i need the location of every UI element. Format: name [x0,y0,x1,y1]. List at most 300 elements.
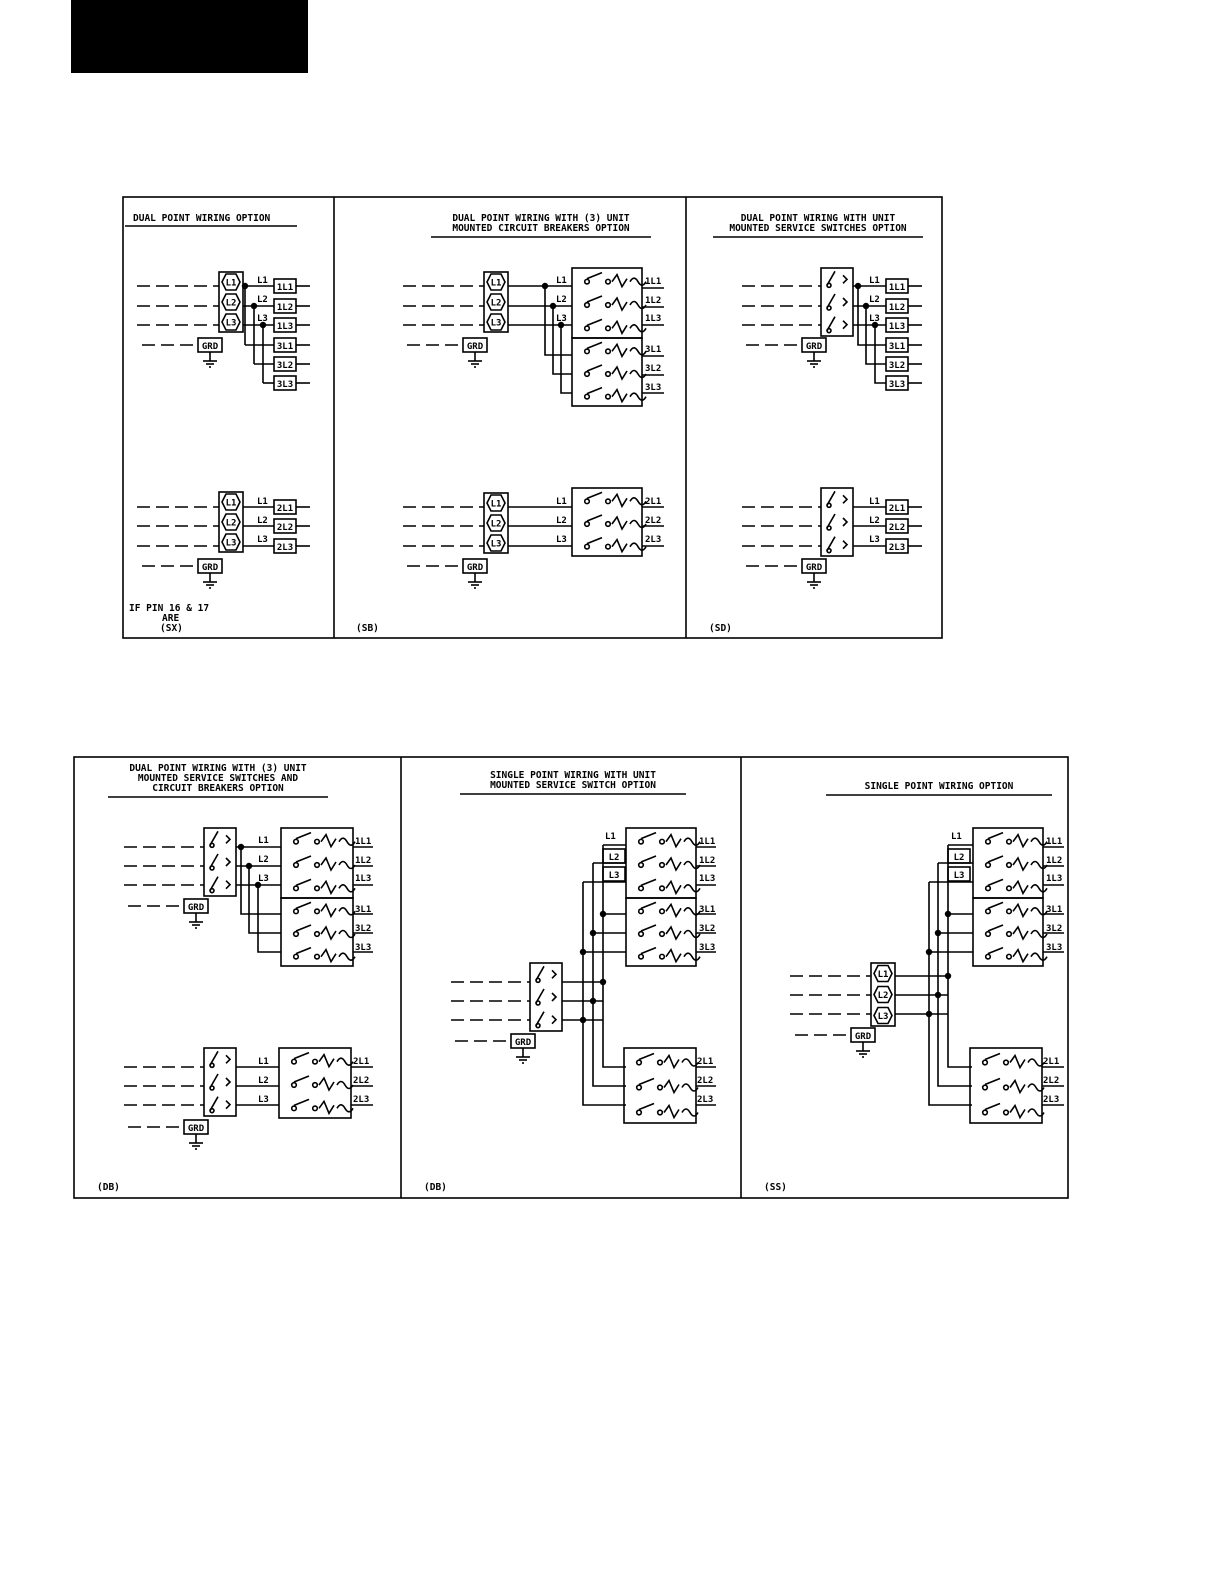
output-label: 2L2 [353,1076,370,1086]
breaker-magnetic [630,393,646,400]
switch-contact [827,526,831,530]
switch-contact [536,1024,540,1028]
switch-contact [226,1101,230,1109]
switch-contact [552,993,556,1001]
breaker-contact [658,1085,663,1090]
terminal-label: L2 [225,518,237,529]
breaker-thermal [321,835,336,847]
ground-label: GRD [201,342,219,352]
line-label: L3 [869,314,880,324]
switch-contact [843,518,847,526]
breaker-contact [606,394,611,399]
breaker-contact [660,954,665,959]
breaker-contact [606,349,611,354]
breaker-thermal [612,367,627,379]
breaker-contact [315,839,320,844]
breaker-contact [606,326,611,331]
switch-contact [552,1016,556,1024]
line-label: L1 [869,497,880,507]
terminal-label: L2 [490,298,502,309]
breaker-blade [296,856,311,862]
service-switch [204,828,236,896]
breaker-blade [587,319,602,325]
terminal-label: L3 [490,318,502,329]
panel-title: DUAL POINT WIRING WITH (3) UNIT [129,763,307,774]
output-label: 1L1 [699,837,716,847]
output-label: 2L1 [276,504,294,514]
breaker-blade [988,925,1003,931]
output-label: 1L2 [699,856,716,866]
breaker-contact [585,372,590,377]
breaker-magnetic [630,278,646,285]
breaker-contact [1004,1110,1009,1115]
switch-contact [827,329,831,333]
breaker-blade [641,879,656,885]
terminal-label: L3 [490,539,502,550]
ground-label: GRD [466,342,484,352]
panel-title: DUAL POINT WIRING OPTION [133,213,271,224]
output-label: 1L1 [888,283,906,293]
breaker-thermal [319,1055,334,1067]
breaker-thermal [321,904,336,916]
line-label: L3 [608,871,620,881]
breaker-blade [985,1054,1000,1060]
breaker-contact [315,932,320,937]
breaker-blade [988,856,1003,862]
output-label: 2L2 [645,516,662,526]
breaker-thermal [1013,858,1028,870]
breaker-blade [639,1079,654,1085]
output-label: 1L3 [1046,874,1063,884]
breaker-contact [294,863,299,868]
terminal-label: L1 [225,498,237,509]
line-label: L3 [258,874,269,884]
breaker-blade [296,925,311,931]
output-label: 3L1 [699,905,716,915]
breaker-thermal [666,881,681,893]
output-label: 2L1 [697,1057,714,1067]
output-label: 3L2 [645,364,662,374]
breaker-contact [294,954,299,959]
breaker-contact [292,1083,297,1088]
breaker-contact [292,1106,297,1111]
breaker-blade [641,948,656,954]
breaker-contact [983,1110,988,1115]
breaker-contact [658,1110,663,1115]
panel-title: MOUNTED SERVICE SWITCHES OPTION [729,223,907,234]
breaker-thermal [1010,1056,1025,1068]
breaker-thermal [664,1081,679,1093]
breaker-magnetic [1031,838,1047,845]
breaker-thermal [612,390,627,402]
junction-dot [242,283,248,289]
note: IF PIN 16 & 17 [129,603,210,614]
switch-contact [226,835,230,843]
breaker-contact [315,863,320,868]
output-label: 3L2 [355,924,372,934]
output-label: 2L3 [645,535,662,545]
line-label: L1 [869,276,880,286]
breaker-magnetic [1031,931,1047,938]
switch-contact [843,495,847,503]
breaker-contact [637,1085,642,1090]
switch-contact [827,549,831,553]
panel-code: (SB) [356,623,379,634]
breaker-thermal [612,540,627,552]
breaker-contact [606,372,611,377]
output-label: 2L1 [645,497,662,507]
breaker-blade [587,296,602,302]
line-label: L3 [556,314,567,324]
breaker-blade [296,948,311,954]
output-label: 3L1 [355,905,372,915]
line-label: L3 [257,314,268,324]
breaker-contact [1004,1085,1009,1090]
breaker-contact [1007,839,1012,844]
output-label: 2L3 [1043,1095,1060,1105]
breaker-thermal [1010,1081,1025,1093]
switch-contact [226,858,230,866]
breaker-contact [313,1083,318,1088]
breaker-contact [585,279,590,284]
breaker-contact [639,886,644,891]
breaker-blade [985,1104,1000,1110]
ground-label: GRD [187,903,205,913]
breaker-thermal [1013,904,1028,916]
output-label: 2L3 [697,1095,714,1105]
ground-label: GRD [854,1032,872,1042]
breaker-magnetic [1031,885,1047,892]
line-label: L3 [556,535,567,545]
output-label: 1L1 [1046,837,1063,847]
ground-label: GRD [201,563,219,573]
breaker-contact [1004,1060,1009,1065]
output-label: 1L1 [276,283,294,293]
wire [938,863,972,1086]
output-label: 2L2 [276,523,294,533]
line-label: L1 [257,276,268,286]
switch-contact [210,1063,214,1067]
output-label: 1L2 [888,303,906,313]
breaker-thermal [666,835,681,847]
breaker-magnetic [684,885,700,892]
breaker-thermal [664,1056,679,1068]
wire [593,863,626,1086]
output-label: 2L3 [888,543,906,553]
output-label: 3L1 [276,342,294,352]
output-label: 3L3 [699,943,716,953]
switch-contact [843,298,847,306]
panel-title: MOUNTED CIRCUIT BREAKERS OPTION [452,223,630,234]
breaker-contact [1007,954,1012,959]
breaker-contact [986,909,991,914]
line-label: L2 [258,855,269,865]
terminal-label: L1 [490,278,502,289]
breaker-contact [986,954,991,959]
junction-dot [935,930,941,936]
line-label: L1 [605,832,616,842]
breaker-thermal [321,927,336,939]
breaker-blade [988,833,1003,839]
panel-code: (DB) [424,1182,447,1193]
output-label: 2L2 [1043,1076,1060,1086]
breaker-thermal [1010,1106,1025,1118]
terminal-label: L2 [490,519,502,530]
breaker-blade [296,833,311,839]
breaker-magnetic [1031,953,1047,960]
switch-contact [210,889,214,893]
breaker-blade [296,879,311,885]
breaker-contact [660,932,665,937]
panel-code: (SS) [764,1182,787,1193]
output-label: 1L3 [276,322,294,332]
output-label: 3L2 [1046,924,1063,934]
breaker-blade [294,1053,309,1059]
junction-dot [580,949,586,955]
output-label: 1L2 [276,303,294,313]
breaker-contact [637,1060,642,1065]
output-label: 2L1 [888,504,906,514]
switch-contact [226,881,230,889]
line-label: L1 [556,497,567,507]
line-label: L1 [951,832,962,842]
breaker-blade [587,388,602,394]
breaker-thermal [666,950,681,962]
switch-contact [552,970,556,978]
switch-contact [210,866,214,870]
breaker-contact [585,394,590,399]
breaker-contact [606,279,611,284]
output-label: 2L1 [353,1057,370,1067]
breaker-blade [641,833,656,839]
breaker-contact [639,909,644,914]
breaker-thermal [321,858,336,870]
output-label: 3L1 [645,345,662,355]
output-label: 2L3 [353,1095,370,1105]
output-label: 1L1 [355,837,372,847]
breaker-contact [1007,932,1012,937]
panel-title: DUAL POINT WIRING WITH (3) UNIT [452,213,630,224]
breaker-thermal [612,517,627,529]
output-label: 1L2 [1046,856,1063,866]
line-label: L2 [257,516,268,526]
terminal-label: L3 [225,538,237,549]
breaker-contact [585,326,590,331]
switch-contact [226,1055,230,1063]
switch-contact [536,978,540,982]
service-switch [204,1048,236,1116]
line-label: L2 [869,516,880,526]
breaker-contact [637,1110,642,1115]
breaker-contact [313,1059,318,1064]
junction-dot [590,930,596,936]
line-label: L1 [258,836,269,846]
line-label: L1 [556,276,567,286]
switch-contact [210,1109,214,1113]
switch-contact [827,283,831,287]
breaker-contact [986,839,991,844]
line-label: L3 [257,535,268,545]
panel-code: (DB) [97,1182,120,1193]
breaker-blade [639,1054,654,1060]
breaker-thermal [612,321,627,333]
output-label: 2L2 [697,1076,714,1086]
output-label: 3L2 [276,361,294,371]
service-switch [821,488,853,556]
terminal-label: L2 [225,298,237,309]
breaker-blade [294,1076,309,1082]
ground-label: GRD [187,1124,205,1134]
breaker-thermal [1013,835,1028,847]
panel-title: SINGLE POINT WIRING WITH UNIT [490,770,656,781]
switch-contact [827,503,831,507]
breaker-blade [985,1079,1000,1085]
breaker-contact [986,886,991,891]
switch-contact [843,541,847,549]
breaker-contact [313,1106,318,1111]
ground-label: GRD [805,342,823,352]
breaker-contact [606,544,611,549]
breaker-blade [988,879,1003,885]
breaker-magnetic [684,953,700,960]
breaker-thermal [666,927,681,939]
junction-dot [945,911,951,917]
output-label: 3L3 [645,383,662,393]
breaker-thermal [612,494,627,506]
breaker-blade [641,902,656,908]
panel-title: DUAL POINT WIRING WITH UNIT [740,213,896,224]
panel-title: CIRCUIT BREAKERS OPTION [152,783,284,794]
breaker-blade [294,1099,309,1105]
breaker-contact [294,932,299,937]
breaker-contact [639,954,644,959]
panel-code: (SX) [160,623,183,634]
breaker-contact [585,349,590,354]
breaker-contact [658,1060,663,1065]
breaker-magnetic [630,498,646,505]
output-label: 2L2 [888,523,906,533]
output-label: 1L3 [355,874,372,884]
output-label: 2L3 [276,543,294,553]
breaker-magnetic [684,838,700,845]
wire [258,885,281,952]
breaker-blade [639,1104,654,1110]
ground-label: GRD [514,1038,532,1048]
breaker-contact [1007,909,1012,914]
breaker-blade [641,856,656,862]
breaker-thermal [612,344,627,356]
breaker-contact [639,839,644,844]
breaker-contact [986,863,991,868]
breaker-contact [585,522,590,527]
breaker-contact [983,1085,988,1090]
breaker-thermal [664,1106,679,1118]
terminal-label: L3 [877,1012,889,1022]
breaker-magnetic [630,325,646,332]
breaker-thermal [1013,950,1028,962]
service-switch [530,963,562,1031]
ground-label: GRD [805,563,823,573]
output-label: 3L1 [888,342,906,352]
output-label: 1L3 [645,314,662,324]
output-label: 1L3 [888,322,906,332]
output-label: 3L2 [699,924,716,934]
output-label: 1L2 [645,296,662,306]
breaker-thermal [1013,927,1028,939]
output-label: 1L3 [699,874,716,884]
output-label: 3L3 [276,380,294,390]
line-label: L2 [953,853,965,863]
breaker-contact [606,499,611,504]
breaker-thermal [321,950,336,962]
junction-dot [600,911,606,917]
breaker-blade [587,273,602,279]
breaker-blade [587,538,602,544]
panel-frame [74,757,1068,1198]
line-label: L2 [608,853,620,863]
breaker-thermal [319,1101,334,1113]
output-label: 3L1 [1046,905,1063,915]
breaker-contact [1007,886,1012,891]
breaker-contact [585,544,590,549]
breaker-thermal [666,904,681,916]
ground-label: GRD [466,563,484,573]
breaker-contact [315,886,320,891]
line-label: L3 [869,535,880,545]
service-switch [821,268,853,336]
breaker-contact [585,303,590,308]
terminal-label: L1 [490,499,502,510]
switch-contact [226,1078,230,1086]
switch-contact [843,321,847,329]
breaker-contact [639,932,644,937]
breaker-contact [660,886,665,891]
breaker-contact [660,863,665,868]
breaker-contact [983,1060,988,1065]
switch-contact [210,1086,214,1090]
breaker-contact [660,839,665,844]
breaker-magnetic [630,371,646,378]
breaker-contact [315,909,320,914]
breaker-contact [606,303,611,308]
panel-title: MOUNTED SERVICE SWITCH OPTION [490,780,656,791]
terminal-label: L1 [225,278,237,289]
breaker-blade [296,902,311,908]
breaker-magnetic [1031,862,1047,869]
line-label: L2 [257,295,268,305]
breaker-thermal [1013,881,1028,893]
breaker-blade [641,925,656,931]
breaker-blade [587,365,602,371]
breaker-contact [986,932,991,937]
breaker-contact [585,499,590,504]
terminal-label: L2 [877,991,889,1001]
breaker-contact [294,839,299,844]
breaker-magnetic [684,931,700,938]
switch-contact [210,843,214,847]
terminal-label: L1 [877,970,889,980]
breaker-contact [1007,863,1012,868]
line-label: L3 [258,1095,269,1105]
breaker-contact [294,886,299,891]
line-label: L2 [869,295,880,305]
wire [561,325,572,393]
breaker-thermal [321,881,336,893]
breaker-thermal [319,1078,334,1090]
wire [875,325,886,383]
note: ARE [162,613,180,624]
junction-dot [926,949,932,955]
